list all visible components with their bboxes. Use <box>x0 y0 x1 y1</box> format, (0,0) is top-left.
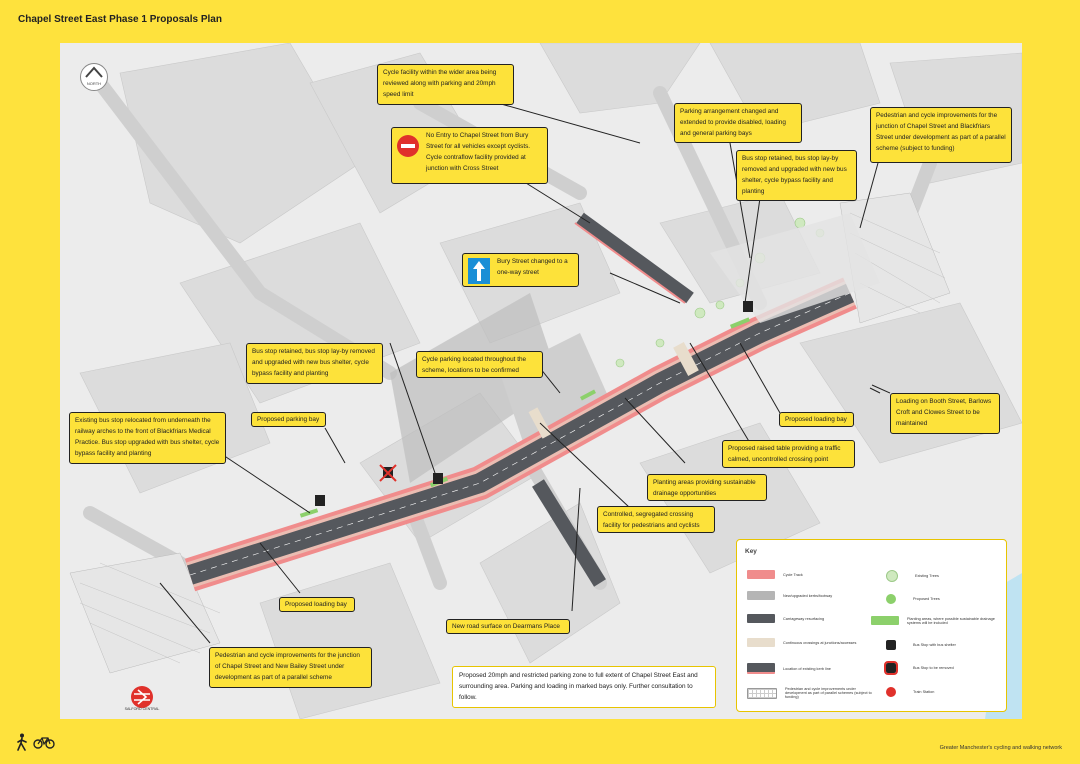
one-way-icon <box>468 258 490 284</box>
key-item-crossings: Continuous crossings at junctions/accesses <box>747 638 872 647</box>
callout-loading-bay-right: Proposed loading bay <box>779 412 854 427</box>
bus-stop-icon <box>886 640 896 650</box>
proposed-tree-icon <box>886 594 896 604</box>
key-item-planting: Planting areas, where possible sustainable drainage systems will be included <box>871 616 996 625</box>
callout-controlled-crossing: Controlled, segregated crossing facility for pedestrians and cyclists <box>597 506 715 533</box>
callout-loading-booth: Loading on Booth Street, Barlows Croft and Clowes Street to be maintained <box>890 393 1000 434</box>
callout-cycle-parking: Cycle parking located throughout the scheme, locations to be confirmed <box>416 351 543 378</box>
existing-tree-icon <box>886 570 898 582</box>
rail-station-icon <box>130 685 154 709</box>
key-item-bus-removed: Bus Stop to be removed <box>877 663 1002 673</box>
callout-no-entry: No Entry to Chapel Street from Bury Street for all vehicles except cyclists. Cycle contraflow facility provided at junction with Cross Street <box>391 127 548 184</box>
callout-ped-blackfriars: Pedestrian and cycle improvements for the junction of Chapel Street and Blackfriars Street under development as part of a parallel scheme (subject to funding) <box>870 107 1012 163</box>
key-item-footway: New/upgraded kerbs/footway <box>747 591 872 600</box>
bicycle-icon <box>33 735 55 749</box>
pedestrian-icon <box>16 733 28 751</box>
callout-planting: Planting areas providing sustainable drainage opportunities <box>647 474 767 501</box>
callout-parking-bay: Proposed parking bay <box>251 412 326 427</box>
footer-icons <box>16 733 55 751</box>
callout-bus-stop-upper: Bus stop retained, bus stop lay-by removed and upgraded with new bus shelter, cycle bypass facility and planting <box>736 150 857 201</box>
swatch-kerb-line <box>747 663 775 674</box>
callout-cycle-wider: Cycle facility within the wider area being reviewed along with parking and 20mph speed limit <box>377 64 514 105</box>
key-item-carriageway: Carriageway resurfacing <box>747 614 872 623</box>
swatch-carriageway <box>747 614 775 623</box>
key-item-train-station: Train Station <box>877 687 1002 697</box>
key-item-cycle-track: Cycle Track <box>747 570 872 579</box>
consultation-note: Proposed 20mph and restricted parking zone to full extent of Chapel Street East and surrounding area. Parking and loading in marked bays only. Further consultation to follow. <box>452 666 716 708</box>
north-label: NORTH <box>86 81 102 86</box>
swatch-cycle-track <box>747 570 775 579</box>
swatch-crossings <box>747 638 775 647</box>
no-entry-icon <box>397 135 419 157</box>
callout-bury-oneway: Bury Street changed to a one-way street <box>462 253 579 287</box>
key-item-parallel-schemes: Pedestrian and cycle improvements under development as part of parallel schemes (subject to funding) <box>747 687 872 699</box>
callout-road-surface: New road surface on Dearmans Place <box>446 619 570 634</box>
swatch-parallel-schemes <box>747 688 777 699</box>
page-title: Chapel Street East Phase 1 Proposals Plan <box>18 14 222 25</box>
key-item-kerb-line: Location of existing kerb line <box>747 663 872 674</box>
swatch-planting <box>871 616 899 625</box>
callout-ped-new-bailey: Pedestrian and cycle improvements for the junction of Chapel Street and New Bailey Street under development as part of a parallel scheme <box>209 647 372 688</box>
key-item-existing-trees: Existing Trees <box>877 570 1002 582</box>
callout-bus-stop-mid: Bus stop retained, bus stop lay-by removed and upgraded with new bus shelter, cycle bypass facility and planting <box>246 343 383 384</box>
key-item-bus-stop: Bus Stop with bus shelter <box>877 640 1002 650</box>
north-arrow-icon <box>80 63 108 91</box>
map-key <box>736 539 1007 712</box>
key-title: Key <box>745 548 757 555</box>
bus-stop-removed-icon <box>886 663 896 673</box>
footer-text: Greater Manchester's cycling and walking network <box>939 745 1062 751</box>
callout-existing-bus: Existing bus stop relocated from underneath the railway arches to the front of Blackfriars Medical Practice. Bus stop upgraded with bus shelter, cycle bypass facility and planting <box>69 412 226 464</box>
callout-parking-changed: Parking arrangement changed and extended to provide disabled, loading and general parking bays <box>674 103 802 143</box>
callout-loading-bay-left: Proposed loading bay <box>279 597 355 612</box>
rail-station-label: SALFORD CENTRAL <box>124 707 160 711</box>
key-item-proposed-trees: Proposed Trees <box>877 594 1002 604</box>
callout-raised-table: Proposed raised table providing a traffic calmed, uncontrolled crossing point <box>722 440 855 468</box>
swatch-footway <box>747 591 775 600</box>
rail-station-icon <box>886 687 896 697</box>
